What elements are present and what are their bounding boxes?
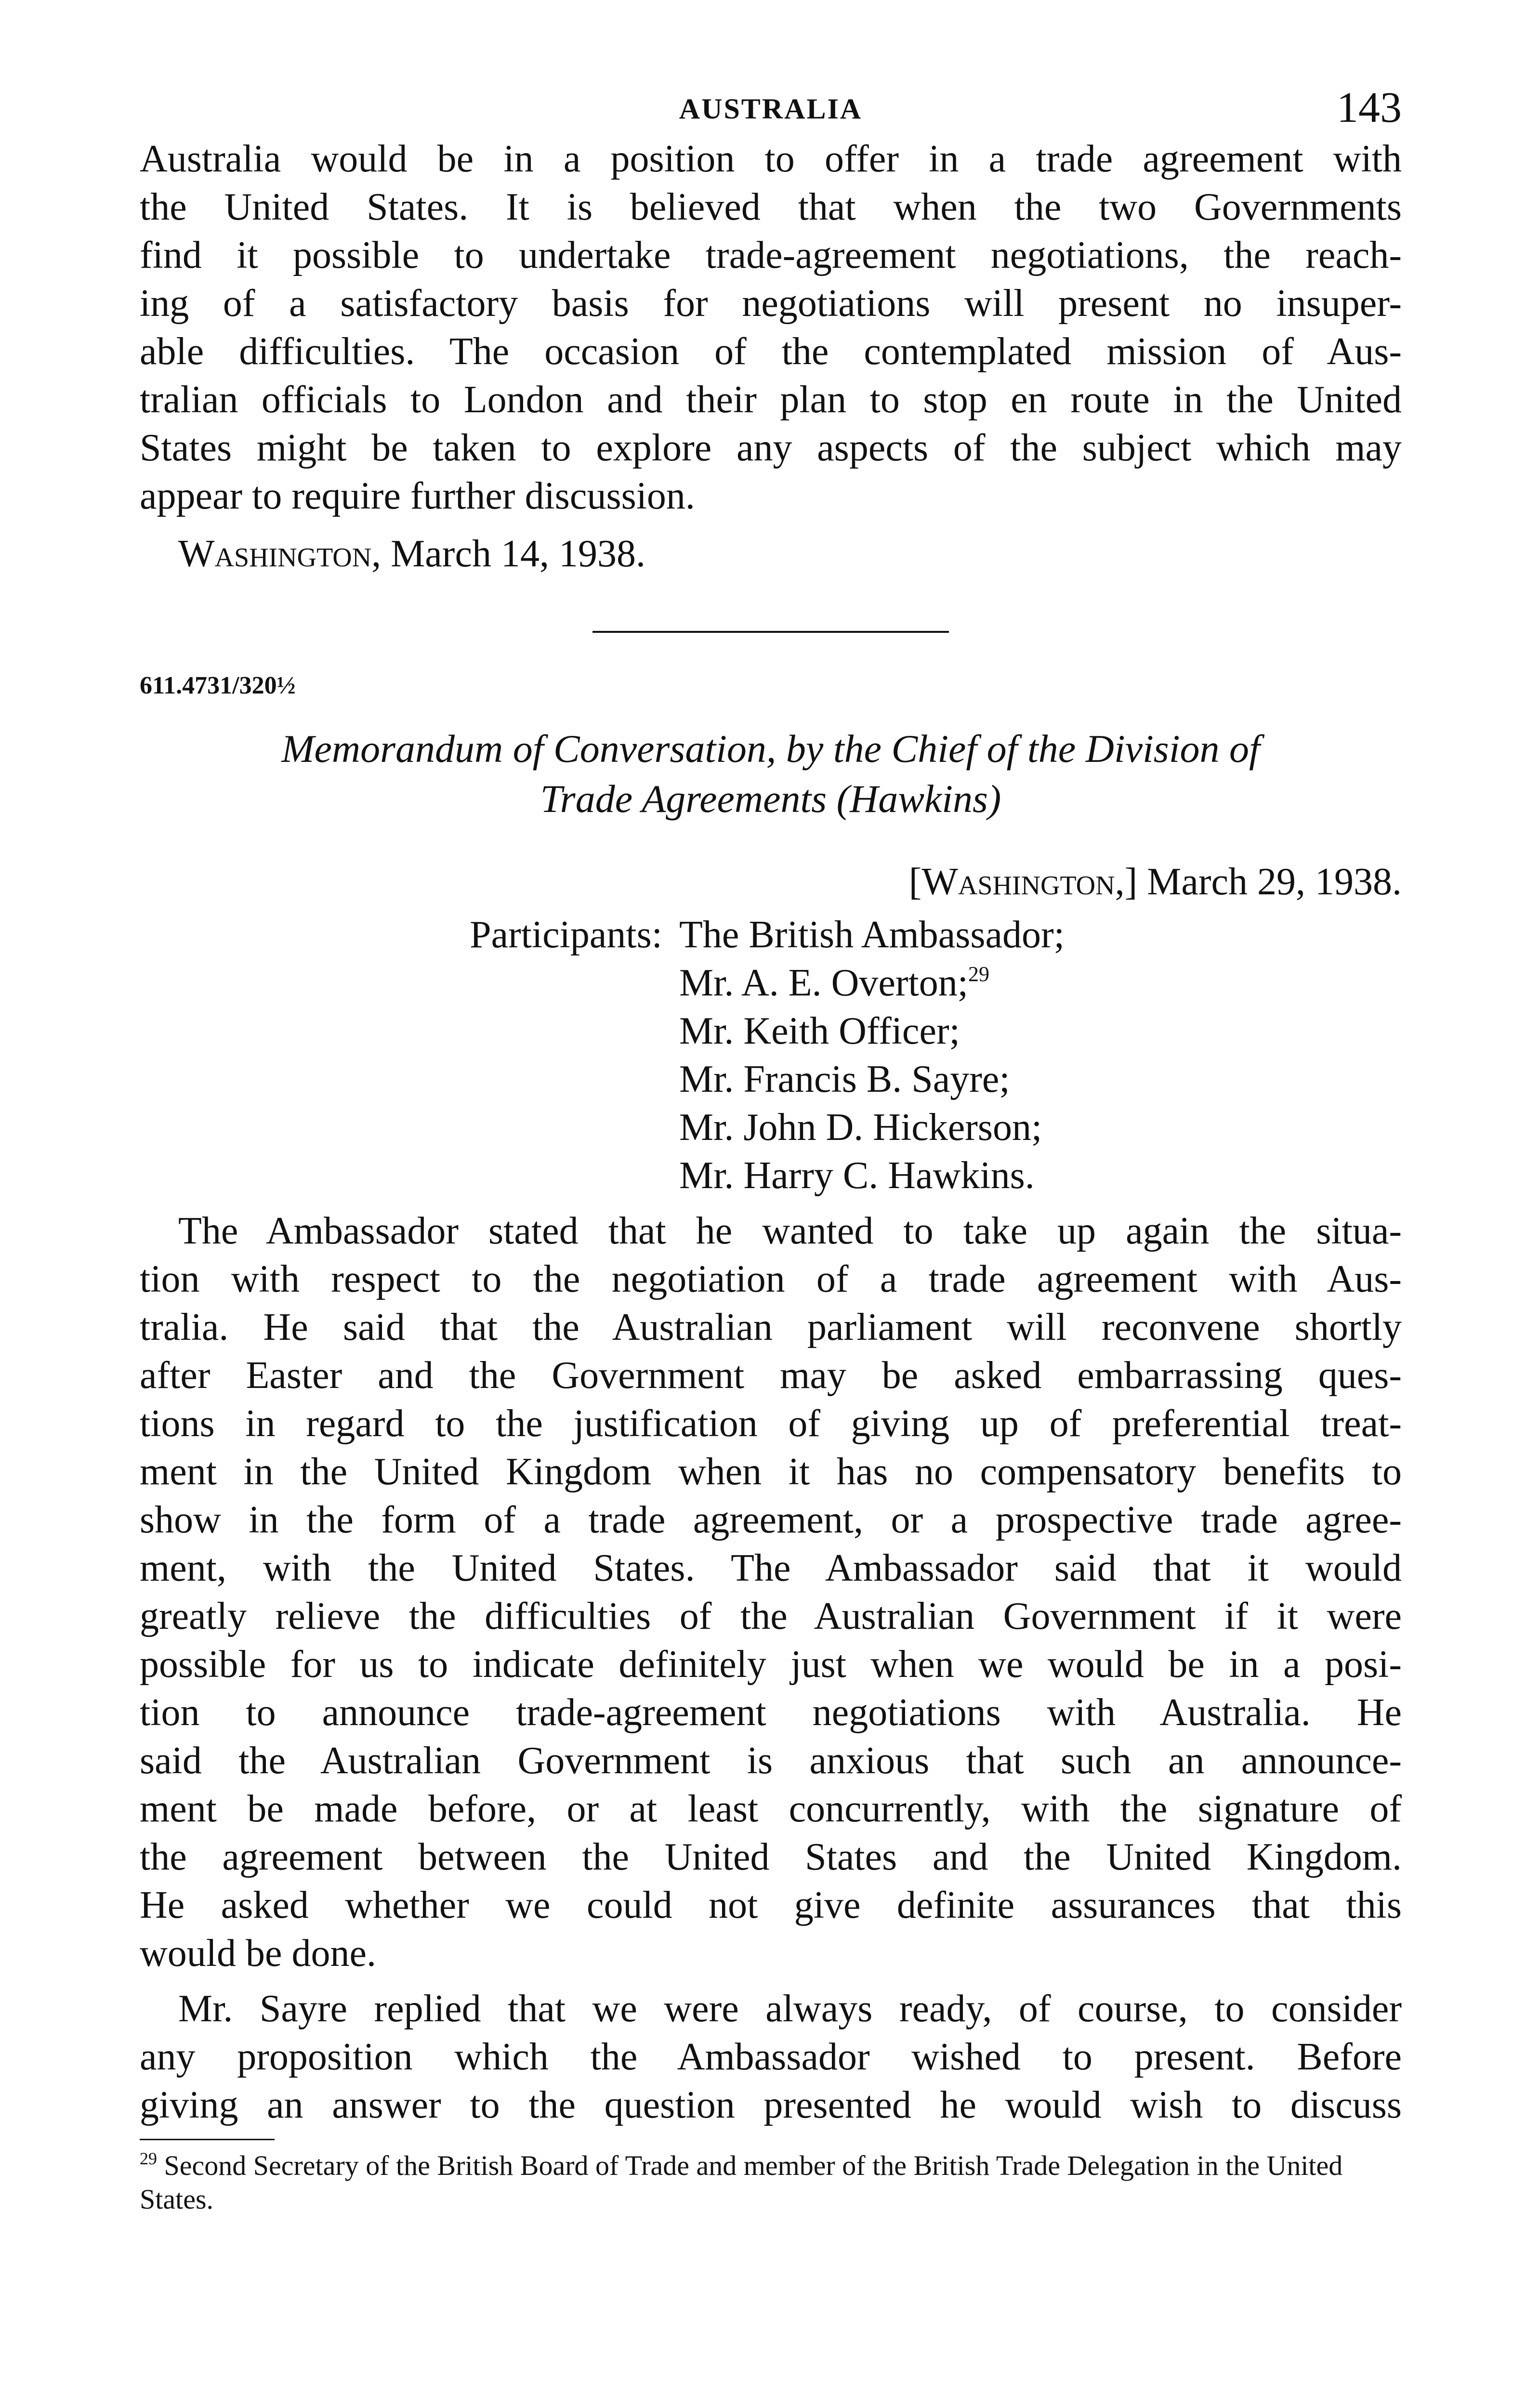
text-line: He asked whether we could not give definite assurances that this: [140, 1884, 1402, 1926]
text-line: ment in the United Kingdom when it has no compensatory benefits to: [140, 1451, 1402, 1493]
text-line: tralia. He said that the Australian parliament will reconvene shortly: [140, 1306, 1402, 1348]
participant: Mr. A. E. Overton;: [679, 962, 968, 1004]
text-line: would be done.: [140, 1932, 377, 1975]
participant: Mr. Francis B. Sayre;: [679, 1058, 1010, 1100]
text-line: appear to require further discussion.: [140, 475, 695, 517]
text-line: show in the form of a trade agreement, or a prospective trade agree-: [140, 1499, 1402, 1541]
dateline-open: [: [908, 861, 922, 903]
participant: The British Ambassador;: [679, 914, 1065, 956]
participant: Mr. John D. Hickerson;: [679, 1106, 1042, 1149]
text-line: said the Australian Government is anxious that such an announce-: [140, 1740, 1402, 1782]
dateline-date: ,] March 29, 1938.: [1115, 861, 1402, 903]
text-line: possible for us to indicate definitely just when we would be in a posi-: [140, 1643, 1402, 1686]
participant: Mr. Keith Officer;: [679, 1010, 960, 1052]
previous-document-text: [140, 135, 1402, 520]
footnote-mark: 29: [140, 2149, 157, 2168]
participants-label: Participants:: [470, 914, 662, 956]
text-line: States might be taken to explore any aspects of the subject which may: [140, 427, 1402, 469]
text-line: tion to announce trade-agreement negotiations with Australia. He: [140, 1691, 1402, 1734]
text-line: any proposition which the Ambassador wished to present. Before: [140, 2036, 1402, 2078]
text-line: ing of a satisfactory basis for negotiations will present no insuper-: [140, 282, 1402, 325]
footnote-reference: 29: [968, 962, 989, 986]
signature-line: [140, 530, 1402, 578]
text-line: tions in regard to the justification of giving up of preferential treat-: [140, 1402, 1402, 1445]
text-line: after Easter and the Government may be asked embarrassing ques-: [140, 1354, 1402, 1397]
text-line: ment, with the United States. The Ambassador said that it would: [140, 1547, 1402, 1589]
running-head: [140, 82, 1402, 135]
footnote-divider: [140, 2139, 275, 2140]
participants-block: [140, 911, 1402, 1200]
participants-list: [679, 911, 1065, 1200]
memo-title-line: Trade Agreements (Hawkins): [540, 777, 1001, 821]
participant-with-footnote: [679, 959, 1065, 1007]
dateline-place: Washington: [921, 861, 1115, 903]
page-number: 143: [1337, 84, 1402, 131]
participant: Mr. Harry C. Hawkins.: [679, 1154, 1035, 1197]
text-line: the United States. It is believed that when the two Governments: [140, 186, 1402, 228]
section-divider: [592, 631, 949, 633]
text-line: able difficulties. The occasion of the contemplated mission of Aus-: [140, 330, 1402, 373]
text-line: giving an answer to the question presented he would wish to discuss: [140, 2084, 1402, 2126]
document-page: [140, 82, 1402, 2394]
text-line: tralian officials to London and their plan to stop en route in the United: [140, 379, 1402, 421]
file-number: 611.4731/320½: [140, 672, 296, 699]
memo-title-line: Memorandum of Conversation, by the Chief of the Division of: [281, 727, 1260, 771]
signature-place: Washington: [178, 533, 372, 575]
memo-paragraph-2: [140, 1985, 1402, 2129]
memo-paragraph-1: [140, 1207, 1402, 1977]
text-line: The Ambassador stated that he wanted to take up again the situa-: [178, 1210, 1402, 1252]
text-line: tion with respect to the negotiation of a trade agreement with Aus-: [140, 1258, 1402, 1300]
footnote-text: Second Secretary of the British Board of Trade and member of the British Trade Delegation in the United States.: [140, 2150, 1343, 2215]
text-line: ment be made before, or at least concurrently, with the signature of: [140, 1788, 1402, 1830]
text-line: Mr. Sayre replied that we were always ready, of course, to consider: [178, 1988, 1402, 2030]
text-line: Australia would be in a position to offer in a trade agreement with: [140, 138, 1402, 180]
text-line: greatly relieve the difficulties of the Australian Government if it were: [140, 1595, 1402, 1637]
text-line: find it possible to undertake trade-agreement negotiations, the reach-: [140, 234, 1402, 276]
memo-dateline: [140, 858, 1402, 906]
signature-date: , March 14, 1938.: [371, 533, 645, 575]
memo-heading: [140, 724, 1402, 824]
footnote: [140, 2149, 1402, 2216]
text-line: the agreement between the United States and the United Kingdom.: [140, 1836, 1402, 1878]
running-title: AUSTRALIA: [679, 93, 863, 125]
